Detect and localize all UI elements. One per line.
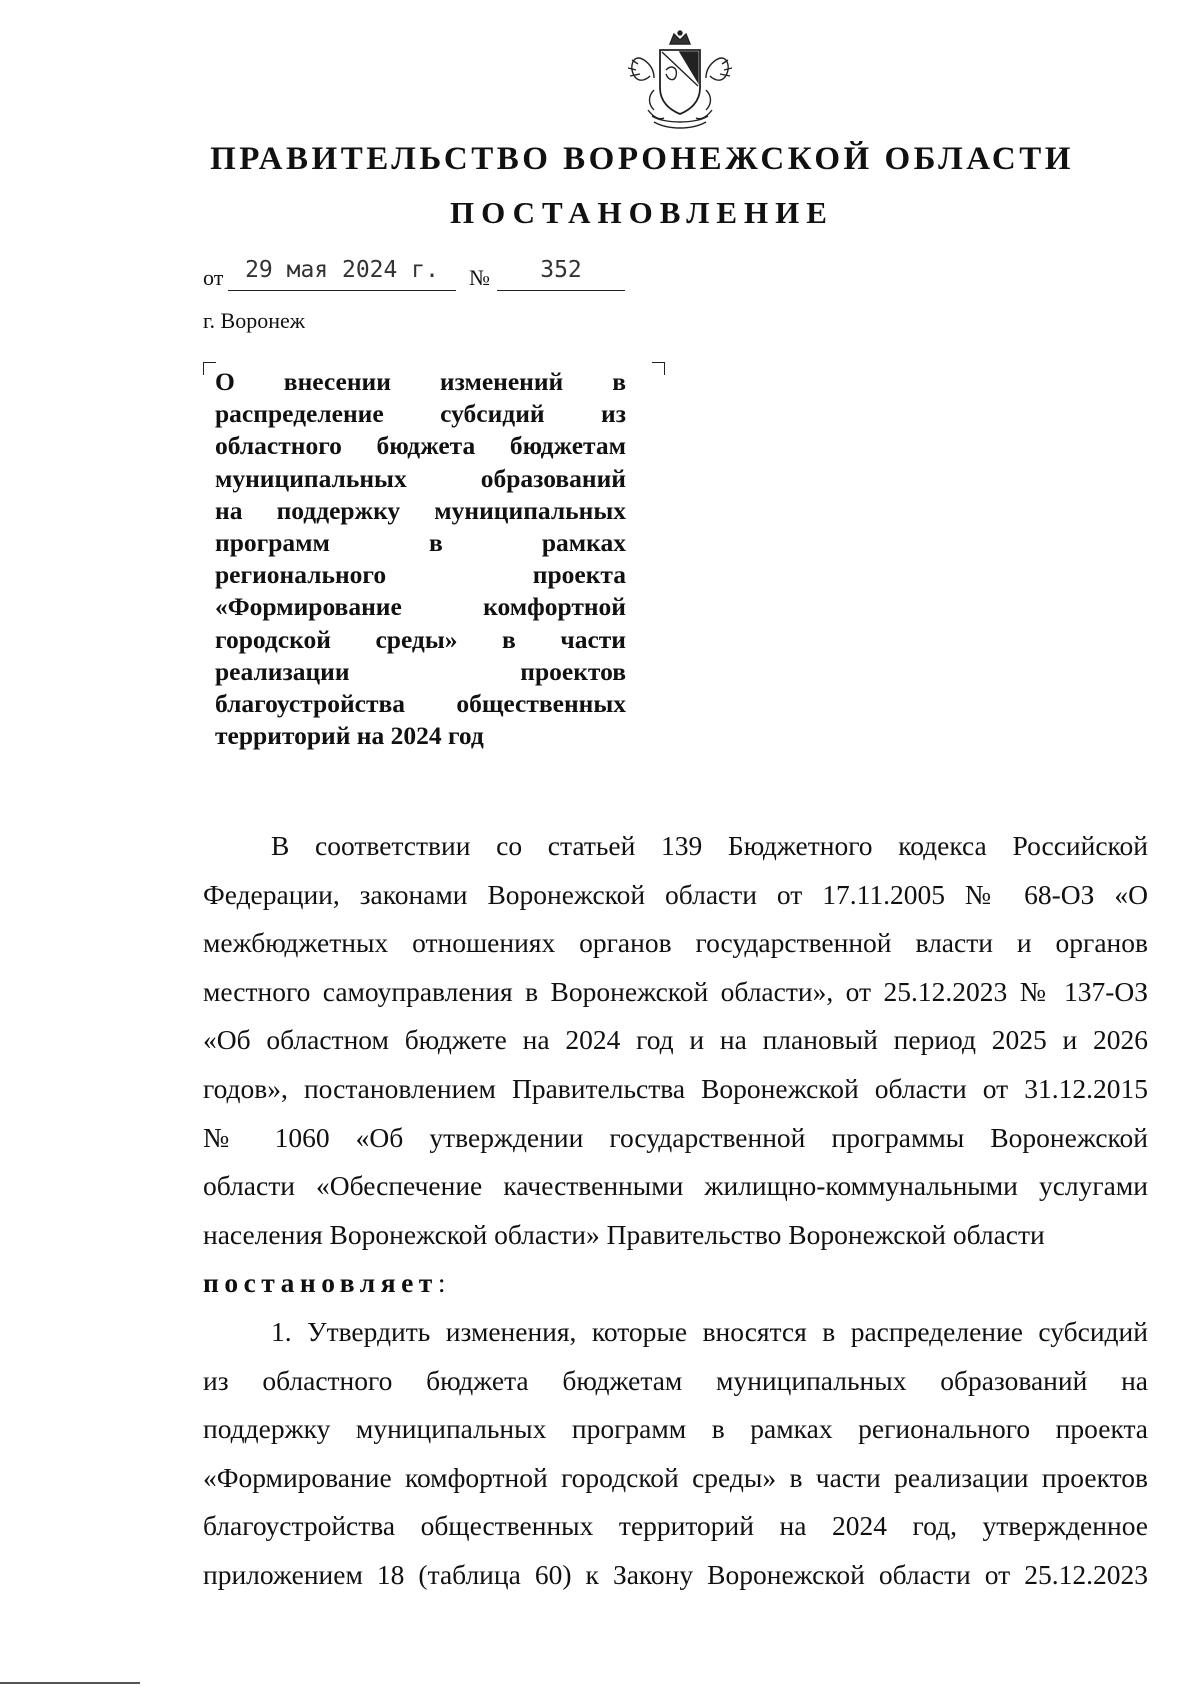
document-subject: [215, 366, 626, 752]
body-line: благоустройства общественных территорий на 2024 год, утвержденное: [203, 1510, 1148, 1542]
city-name: г. Воронеж: [203, 308, 305, 333]
body-line: области «Обеспечение качественными жилищно-коммунальными услугами: [203, 1170, 1148, 1202]
body-line: населения Воронежской области» Правительство Воронежской области: [203, 1218, 1045, 1250]
document-type-title: ПОСТАНОВЛЕНИЕ: [450, 195, 834, 230]
subject-line: городской среды» в части: [215, 624, 626, 654]
body-line: поддержку муниципальных программ в рамках регионального проекта: [203, 1413, 1148, 1445]
page-footer-rule: [0, 1682, 140, 1684]
subject-line: «Формирование комфортной: [215, 592, 626, 622]
decree-word-text: постановляет: [203, 1267, 438, 1299]
body-line: В соответствии со статьей 139 Бюджетного кодекса Российской: [271, 830, 1148, 861]
date-number-line: [203, 257, 673, 297]
subject-line: территорий на 2024 год: [215, 721, 484, 751]
subject-line: распределение субсидий из: [215, 399, 626, 429]
body-line: «Об областном бюджете на 2024 год и на плановый период 2025 и 2026: [203, 1024, 1148, 1056]
body-line: из областного бюджета бюджетам муниципальных образований на: [203, 1364, 1148, 1396]
body-line: Федерации, законами Воронежской области от 17.11.2005 № 68-ОЗ «О: [203, 878, 1148, 910]
subject-line: областного бюджета бюджетам: [215, 431, 626, 461]
body-line: местного самоуправления в Воронежской области», от 25.12.2023 № 137-ОЗ: [203, 975, 1148, 1007]
document-number: 352: [497, 256, 625, 291]
subject-line: на поддержку муниципальных: [215, 495, 626, 525]
decree-colon: :: [437, 1267, 446, 1299]
subject-line: благоустройства общественных: [215, 689, 626, 719]
decree-word: [203, 1259, 1148, 1308]
subject-line: регионального проекта: [215, 560, 626, 590]
subject-line: муниципальных образований: [215, 463, 626, 493]
body-line: № 1060 «Об утверждении государственной программы Воронежской: [203, 1121, 1148, 1153]
subject-corner-right: [652, 362, 665, 375]
body-line: «Формирование комфортной городской среды» в части реализации проектов: [203, 1461, 1148, 1493]
from-label: от: [203, 265, 224, 290]
document-body: [203, 822, 1148, 1600]
coat-of-arms-icon: [624, 30, 736, 134]
number-label: №: [469, 265, 490, 290]
government-title: ПРАВИТЕЛЬСТВО ВОРОНЕЖСКОЙ ОБЛАСТИ: [210, 141, 1074, 177]
body-line: годов», постановлением Правительства Воронежской области от 31.12.2015: [203, 1072, 1148, 1104]
body-line: межбюджетных отношениях органов государственной власти и органов: [203, 927, 1148, 959]
body-line: приложением 18 (таблица 60) к Закону Воронежской области от 25.12.2023: [203, 1558, 1148, 1590]
subject-line: реализации проектов: [215, 656, 626, 686]
body-line: 1. Утвердить изменения, которые вносятся в распределение субсидий: [271, 1315, 1148, 1347]
subject-line: О внесении изменений в: [215, 367, 626, 396]
document-date: 29 мая 2024 г.: [228, 256, 456, 291]
subject-line: программ в рамках: [215, 528, 626, 558]
